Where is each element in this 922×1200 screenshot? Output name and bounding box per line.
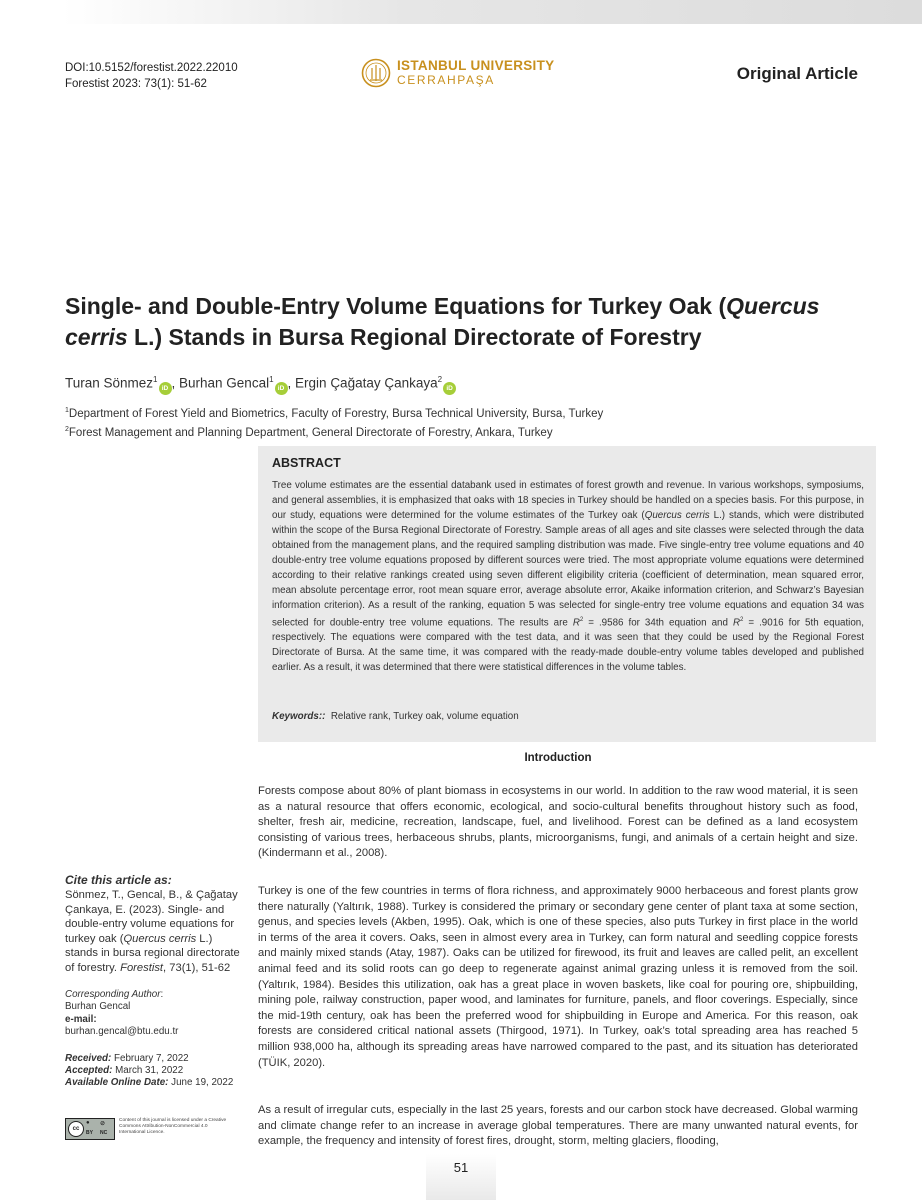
abstract-heading: ABSTRACT (272, 456, 341, 470)
cc-icon: cc (68, 1121, 84, 1137)
article-title: Single- and Double-Entry Volume Equations for Turkey Oak (Quercus cerris L.) Stands in Bursa Regional Directorate of Forestry (65, 293, 820, 350)
cite-heading: Cite this article as: (65, 873, 172, 887)
orcid-icon[interactable]: iD (275, 382, 288, 395)
author-name[interactable]: Burhan Gencal (179, 375, 270, 391)
publisher-logo[interactable] (361, 56, 554, 90)
cc-license-badge[interactable] (65, 1118, 115, 1140)
online-date: Available Online Date: June 19, 2022 (65, 1077, 234, 1089)
doi-text[interactable]: DOI:10.5152/forestist.2022.22010 (65, 62, 238, 74)
keywords-list: Relative rank, Turkey oak, volume equation (330, 711, 519, 722)
body-paragraph: Forests compose about 80% of plant biomass in ecosystems in our world. In addition to the raw wood material, it is seen as a natural resource that offers economic, ecological, and socio-cultural benefits throughout history such as food, shelter, fresh air, medicine, recreation, landscape, fuel, and livelihood. Forest can be defined as a land ecosystem consisting of various trees, herbaceous shrubs, plants, microorganisms, fungi, and animals of a certain height and size. (Kindermann et al., 2008). (258, 785, 858, 860)
logo-line-1: ISTANBUL UNIVERSITY (397, 58, 555, 73)
cite-text: Sönmez, T., Gencal, B., & Çağatay Çankaya, E. (2023). Single- and double-entry volume equations for turkey oak (Quercus cerris L.) stands in bursa regional directorate of forestry. Forestist, 73(1), 51-62 (65, 889, 240, 974)
logo-line-2: CERRAHPAŞA (397, 73, 495, 87)
accepted-date: Accepted: March 31, 2022 (65, 1065, 184, 1077)
affiliation-item: $^1$Department of Forest Yield and Biometrics, Faculty of Forestry, Bursa Technical University, Bursa, Turkey (65, 407, 604, 420)
corresponding-author-label: Corresponding Author (65, 989, 161, 1000)
author-name[interactable]: Ergin Çağatay Çankaya (295, 375, 438, 391)
body-paragraph: Turkey is one of the few countries in terms of flora richness, and approximately 9000 herbaceous and forest plants grow there naturally (Yaltırık, 1988). Turkey is considered the primary or secondary gene center of plant taxa at some section, genus, and species levels (Akben, 1995). Oak, which is one of these species, also puts Turkey in first place in the world in terms of the area it covers. Oaks, seen in almost every area in Turkey, can form natural and seedling coppice forests and mainly mixed stands (Atay, 1987). Oaks can be utilized for firewood, its fruit and leaves are called pelit, an excellent animal feed and its solid roots can go deep to regenerate against animal grazing unless it is removed from the soil. (Yaltırık, 1984). Besides this utilization, oak has a great place in woven baskets, like coal for pouring ore, shipbuilding, mining pole, railway construction, paper wood, and laminates for furniture, panels, and floor coverings. Especially, since the mid-19th century, oak has been the preferred wood for shipbuilding in Europe and America. For this reason, oak forests are considered critical national assets (Thirgood, 1971). In Turkey, oak’s total spreading area has reached 5 million 938,000 ha, although its spreading areas have narrowed compared to the past, and its situation has deteriorated (TÜIK, 2020). (258, 885, 858, 1069)
keywords-label: Keywords:: (272, 711, 326, 722)
university-seal-icon (361, 58, 391, 88)
affiliation-item: $^2$Forest Management and Planning Department, General Directorate of Forestry, Ankara, Turkey (65, 425, 553, 439)
affiliations (65, 403, 603, 441)
email-label: e-mail: (65, 1013, 97, 1025)
section-heading-introduction: Introduction (524, 752, 592, 764)
article-sidebar (65, 873, 245, 1090)
author-name[interactable]: Turan Sönmez (65, 375, 154, 391)
title-species: Quercus cerris (65, 293, 820, 350)
corresponding-author-name: Burhan Gencal (65, 1001, 131, 1013)
received-date: Received: February 7, 2022 (65, 1052, 189, 1064)
top-decorative-bar (62, 0, 922, 24)
corresponding-author: Corresponding Author: Burhan Gencal e-mail: burhan.gencal@btu.edu.tr (65, 989, 245, 1039)
person-icon: ● (86, 1120, 90, 1126)
license-text: Content of this journal is licensed under a Creative Commons Attribution-NonCommercial 4.0 International Licence. (119, 1118, 227, 1135)
page-number: 51 (453, 1160, 469, 1175)
orcid-icon[interactable]: iD (159, 382, 172, 395)
article-identifiers (65, 60, 238, 92)
no-dollar-icon: ⊘ (100, 1121, 106, 1127)
license-block (65, 1118, 229, 1140)
author-list: Turan Sönmez$^1$iD , Burhan Gencal$^1$iD , Ergin Çağatay Çankaya$^2$iD (65, 375, 456, 395)
orcid-icon[interactable]: iD (443, 382, 456, 395)
journal-citation: Forestist 2023: 73(1): 51-62 (65, 78, 207, 90)
email-link[interactable]: burhan.gencal@btu.edu.tr (65, 1026, 179, 1038)
article-dates (65, 1053, 245, 1090)
body-paragraph: As a result of irregular cuts, especially in the last 25 years, forests and our carbon stock have decreased. Global warming and climate change refer to an increase in average global temperatures. There are many unwanted natural events, for example, the frequency and intensity of forest fires, drought, storm, melting glaciers, flooding, (258, 1104, 858, 1148)
badge-by: BY (86, 1130, 93, 1136)
badge-nc: NC (100, 1130, 108, 1136)
abstract-text: Tree volume estimates are the essential databank used in estimates of forest growth and revenue. In various workshops, symposiums, and general assemblies, it is emphasized that oaks with 18 species in Turkey should be handled on a species basis. For this purpose, in our study, equations were determined for the volume estimates of the Turkey oak (Quercus cerris L.) stands, which were distributed within the scope of the Bursa Regional Directorate of Forestry. Sample areas of all ages and site classes were selected through the data obtained from the management plans, and the required sampling distribution was made. Five single-entry tree volume equations and 40 double-entry tree volume equations proposed by different sources were tried. The most appropriate volume equations were determined according to their relative rankings created using seven different eligibility criteria (coefficient of determination, mean squared error, mean absolute percentage error, root mean square error, average absolute error, Akaike information criterion, and Schwarz’s Bayesian information criterion). As a result of the ranking, equation 5 was selected for single-entry tree volume equations and equation 34 was selected for double-entry tree volume equations. The results are $R^2 = .9586$ for 34th equation and $R^2 = .9016$ for 5th equation, respectively. The equations were compared with the test data, and it was seen that they could be used by the Regional Forest Directorate of Bursa. At the same time, it was compared with the ready-made double-entry volume tables developed and published earlier. As a result, it was determined that there were statistical differences in the volume tables. (272, 480, 864, 674)
article-type: Original Article (736, 64, 858, 83)
keywords (272, 711, 519, 722)
